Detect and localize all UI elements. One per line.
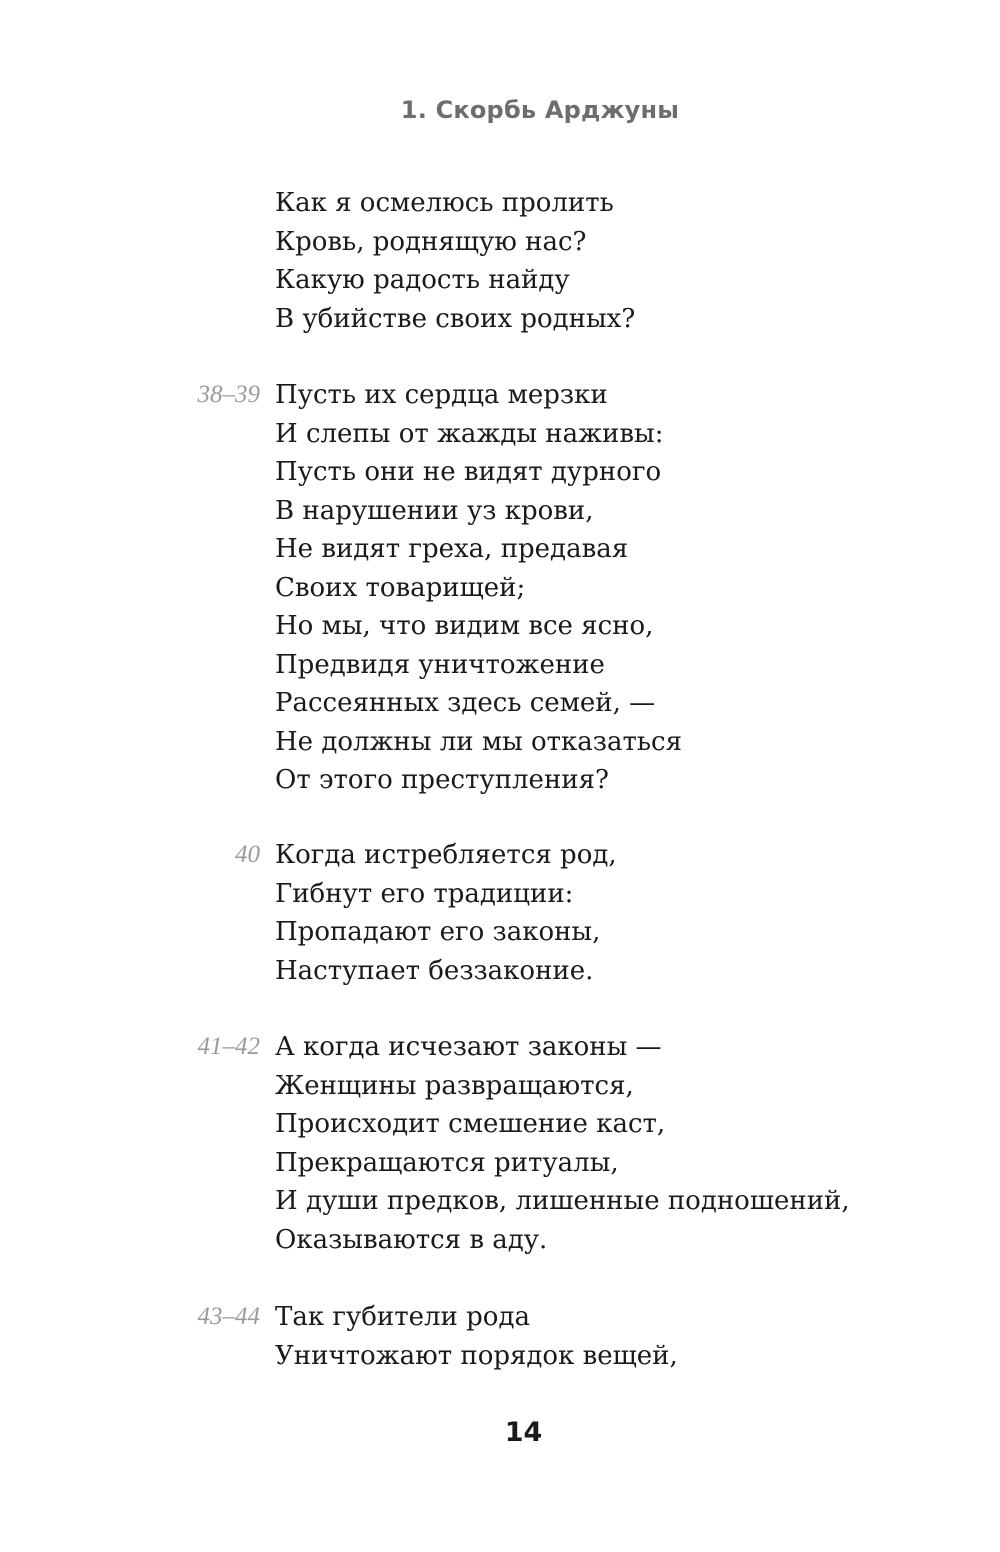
verse-line: Какую радость найду <box>275 265 570 295</box>
verse-line: В убийстве своих родных? <box>275 303 636 334</box>
stanza-lines <box>275 184 975 338</box>
verse-number: 41–42 <box>197 1033 260 1060</box>
verse-line: Гибнут его традиции: <box>275 878 574 909</box>
verse-line: Так губители рода <box>275 1302 530 1332</box>
verse-line: Не должны ли мы отказаться <box>275 726 682 757</box>
verse-line: Рассеянных здесь семей, — <box>275 688 656 718</box>
verse-line: В нарушении уз крови, <box>275 495 594 526</box>
running-head: 1. Скорбь Арджуны <box>400 96 680 124</box>
verse-line: Как я осмелюсь пролить <box>275 188 614 218</box>
verse-line: Уничтожают порядок вещей, <box>275 1340 678 1371</box>
verse-line: Предвидя уничтожение <box>275 649 605 680</box>
verse-line: Но мы, что видим все ясно, <box>275 611 654 641</box>
verse-line: Наступает беззаконие. <box>275 955 594 986</box>
verse-line: Пусть их сердца мерзки <box>275 380 608 410</box>
stanza-lines <box>275 836 975 990</box>
verse-number: 43–44 <box>197 1303 260 1330</box>
stanza-lines <box>275 1028 975 1259</box>
verse-line: А когда исчезают законы — <box>275 1032 662 1062</box>
verse-line: Оказываются в аду. <box>275 1224 548 1255</box>
verse-line: И слепы от жажды наживы: <box>275 418 664 449</box>
verse-line: Своих товарищей; <box>275 572 526 603</box>
verse-line: Женщины развращаются, <box>275 1070 634 1101</box>
verse-number: 40 <box>235 841 260 868</box>
verse-line: Когда истребляется род, <box>275 840 617 870</box>
verse-line: Прекращаются ритуалы, <box>275 1147 619 1178</box>
verse-line: Не видят греха, предавая <box>275 534 629 564</box>
verse-line: Пусть они не видят дурного <box>275 457 662 487</box>
page-number: 14 <box>504 1417 543 1448</box>
verse-line: Происходит смешение каст, <box>275 1109 666 1139</box>
verse-line: Пропадают его законы, <box>275 917 601 947</box>
verse-line: От этого преступления? <box>275 765 609 795</box>
verse-line: Кровь, роднящую нас? <box>275 226 587 257</box>
verse-line: И души предков, лишенные подношений, <box>275 1186 850 1216</box>
stanza-lines <box>275 376 975 800</box>
verse-number: 38–39 <box>197 381 260 408</box>
stanza-lines <box>275 1298 975 1375</box>
